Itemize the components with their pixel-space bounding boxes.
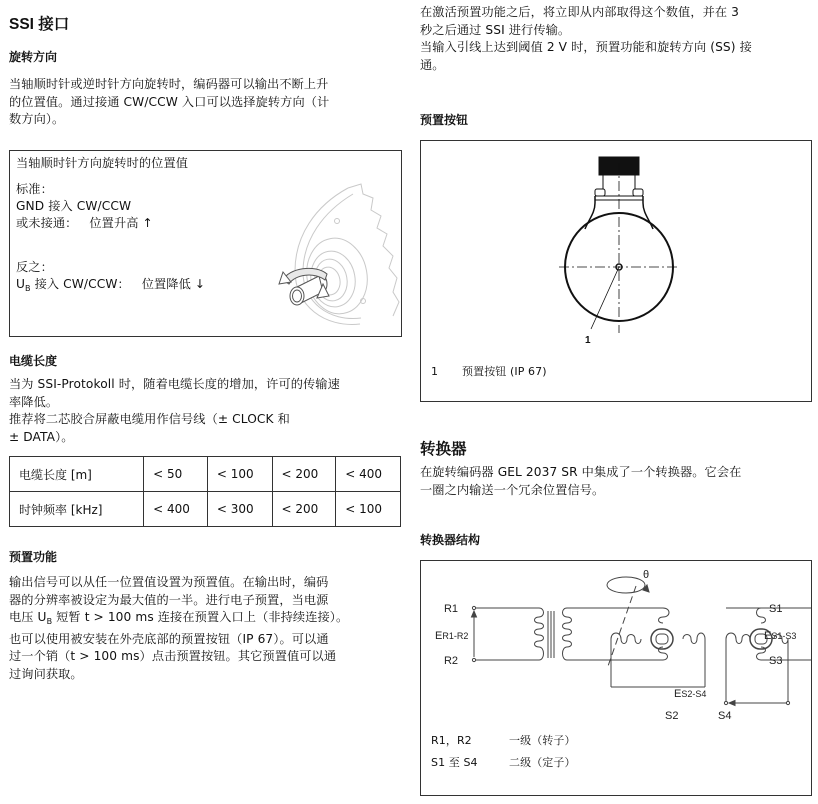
- standard-line1: GND 接入 CW/CCW: [16, 199, 132, 213]
- text-line: 通。: [420, 57, 445, 72]
- label-es24: [674, 688, 706, 700]
- text-line: 短暂 t > 100 ms 连接在预置入口上（非持续连接）。: [52, 610, 349, 625]
- terminal-r2: [472, 658, 475, 661]
- converter-structure-heading: 转换器结构: [420, 533, 481, 547]
- label-es13: [764, 630, 796, 642]
- ub-subscript: B: [46, 617, 53, 627]
- text-line: 也可以使用被安装在外壳底部的预置按钮（IP 67）。可以通: [9, 631, 329, 646]
- legend-value: 一级（转子）: [509, 734, 576, 747]
- label-r1: R1: [443, 603, 458, 615]
- label-es13-sub: S1-S3: [771, 631, 797, 641]
- terminal-s2: [724, 701, 727, 704]
- table-row: [10, 457, 401, 492]
- rotation-theta-arrow: [607, 577, 645, 593]
- label-s4: S4: [718, 710, 732, 722]
- text-line: 在激活预置功能之后，将立即从内部取得这个数值，并在 3: [420, 5, 740, 19]
- resolver-circuit-diagram: [421, 561, 811, 795]
- text-line: 一圈之内输送一个冗余位置信号。: [420, 482, 605, 497]
- cable-length-table: [9, 456, 401, 527]
- label-r2: R2: [443, 655, 458, 667]
- rotation-box-title: 当轴顺时针方向旋转时的位置值: [16, 156, 189, 170]
- figure-legend-number: 1: [431, 365, 439, 378]
- text-line: 率降低。: [9, 394, 59, 409]
- legend-key: S1 至 S4: [431, 756, 478, 769]
- primary-coil-icon: [535, 608, 544, 660]
- page-title: SSI 接口: [9, 16, 70, 33]
- preset-button-figure: [420, 140, 812, 402]
- ub-symbol: U: [16, 277, 26, 291]
- terminal-r1: [472, 606, 475, 609]
- label-s2: S2: [665, 710, 679, 722]
- terminal-s4: [786, 701, 789, 704]
- table-cell: < 200: [272, 457, 336, 492]
- text-line: 输出信号可以从任一位置值设置为预置值。在输出时，编码: [9, 575, 329, 589]
- converter-title: 转换器: [420, 441, 467, 458]
- label-s3: S3: [769, 655, 783, 667]
- label-s1: S1: [769, 603, 783, 615]
- label-es24-sub: S2-S4: [681, 689, 707, 699]
- rotor-core-icon: [651, 629, 673, 649]
- table-cell: < 50: [144, 457, 208, 492]
- text-line: ± DATA）。: [9, 429, 74, 444]
- ub-subscript: B: [25, 284, 31, 293]
- position-decrease: 位置降低 ↓: [141, 277, 206, 291]
- table-cell: 电缆长度 [m]: [10, 457, 144, 492]
- preset-heading: 预置功能: [9, 550, 58, 564]
- table-cell: < 100: [336, 492, 401, 527]
- label-er-sub: R1-R2: [442, 631, 469, 641]
- preset-paragraph: [9, 574, 348, 684]
- text-line: 器的分辨率被设定为最大值的一半。进行电子预置，当电源: [9, 592, 329, 607]
- text-line: 过询问获取。: [9, 666, 83, 681]
- rotor-coil-icon: [563, 608, 572, 660]
- preset-button-heading: 预置按钮: [420, 113, 469, 127]
- callout-number: 1: [585, 335, 591, 346]
- rotation-paragraph: [9, 76, 329, 129]
- text-line: 当输入引线上达到阈值 2 V 时，预置功能和旋转方向 (SS) 接: [420, 40, 752, 55]
- text-line: 过一个销（t > 100 ms）点击预置按钮。其它预置值可以通: [9, 649, 337, 664]
- table-cell: < 200: [272, 492, 336, 527]
- text-line: 秒之后通过 SSI 进行传输。: [420, 22, 571, 37]
- table-cell: 时钟频率 [kHz]: [10, 492, 144, 527]
- label-theta: θ: [643, 569, 650, 581]
- text-line: 的位置值。通过接通 CW/CCW 入口可以选择旋转方向（计: [9, 94, 330, 109]
- reverse-label: 反之：: [16, 260, 53, 274]
- standard-label: 标准：: [16, 182, 53, 196]
- rotation-info-box: [9, 150, 402, 337]
- text-line: 在旋转编码器 GEL 2037 SR 中集成了一个转换器。它会在: [420, 465, 742, 479]
- label-es24-main: E: [674, 688, 682, 700]
- stator-coil-icon: [757, 608, 766, 623]
- table-row: [10, 492, 401, 527]
- cable-paragraph: [9, 376, 340, 446]
- label-er: [435, 630, 468, 642]
- text-line: 推荐将二芯胶合屏蔽电缆用作信号线（± CLOCK 和: [9, 412, 290, 427]
- standard-condition: 或未接通：: [16, 216, 78, 230]
- preset-intro-paragraph: [420, 4, 752, 74]
- table-cell: < 400: [144, 492, 208, 527]
- text-line: 当轴顺时针或逆时针方向旋转时，编码器可以输出不断上升: [9, 77, 329, 91]
- encoder-front-drawing: [421, 141, 811, 401]
- legend-key: R1，R2: [431, 734, 472, 747]
- cable-heading: 电缆长度: [9, 354, 58, 368]
- converter-paragraph: [420, 464, 741, 499]
- text-line: 电压 U: [9, 610, 47, 625]
- reverse-line: [16, 276, 205, 298]
- text-line: 当为 SSI-Protokoll 时，随着电缆长度的增加，许可的传输速: [9, 377, 340, 391]
- rotation-heading: 旋转方向: [9, 50, 58, 64]
- converter-structure-figure: [420, 560, 812, 796]
- text-line: 数方向）。: [9, 112, 65, 127]
- label-es13-main: E: [764, 630, 772, 642]
- table-cell: < 300: [207, 492, 272, 527]
- encoder-rotation-illustration: [265, 176, 401, 334]
- label-er-main: E: [435, 630, 443, 642]
- table-cell: < 100: [207, 457, 272, 492]
- legend-value: 二级（定子）: [509, 756, 576, 769]
- position-increase: 位置升高 ↑: [89, 216, 153, 230]
- encoder-housing-edge: [348, 184, 399, 316]
- reverse-condition: 接入 CW/CCW：: [30, 277, 130, 291]
- figure-legend-text: 预置按钮 (IP 67): [462, 365, 547, 378]
- table-cell: < 400: [336, 457, 401, 492]
- standard-line2: [16, 215, 153, 233]
